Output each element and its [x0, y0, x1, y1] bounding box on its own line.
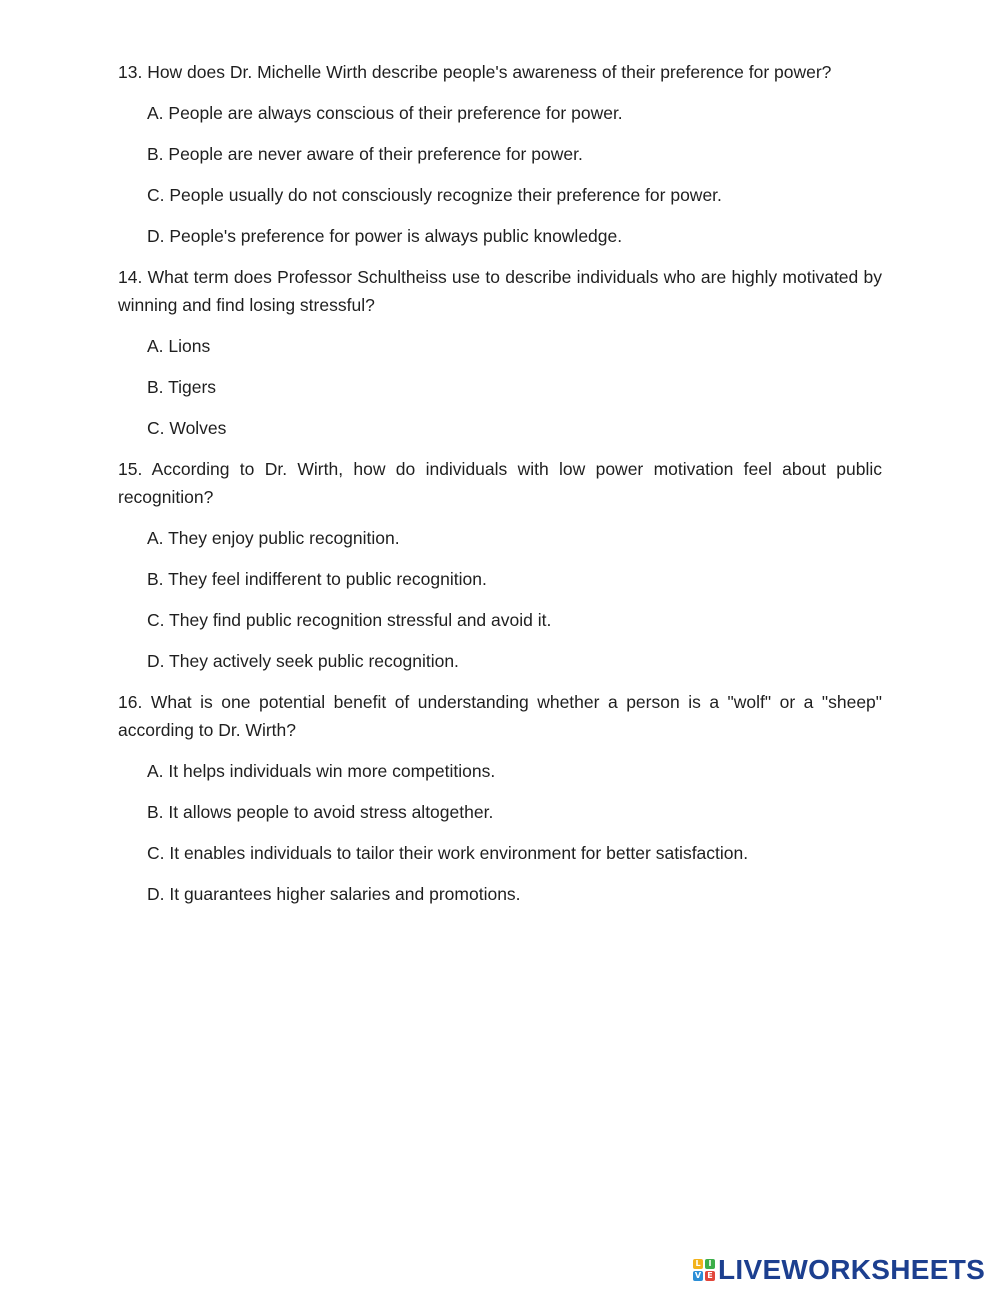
- option-a[interactable]: A. They enjoy public recognition.: [147, 528, 400, 548]
- logo-mark-tile: I: [705, 1259, 715, 1269]
- option-c[interactable]: C. Wolves: [147, 418, 227, 438]
- option-a[interactable]: A. Lions: [147, 336, 211, 356]
- logo-mark-icon: [693, 1259, 715, 1281]
- option-b[interactable]: B. People are never aware of their preference for power.: [147, 144, 583, 164]
- option-c[interactable]: C. They find public recognition stressful and avoid it.: [147, 610, 552, 630]
- option-d[interactable]: D. People's preference for power is always public knowledge.: [147, 226, 623, 246]
- option-a[interactable]: A. It helps individuals win more competitions.: [147, 761, 496, 781]
- logo-mark-tile: E: [705, 1271, 715, 1281]
- question-text: 13. How does Dr. Michelle Wirth describe people's awareness of their preference for power?: [118, 62, 832, 82]
- question-text: 14. What term does Professor Schultheiss use to describe individuals who are highly motivated by winning and find losing stressful?: [118, 267, 882, 315]
- option-a[interactable]: A. People are always conscious of their preference for power.: [147, 103, 623, 123]
- option-d[interactable]: D. They actively seek public recognition.: [147, 651, 459, 671]
- worksheet-page: [118, 58, 882, 921]
- option-c[interactable]: C. People usually do not consciously recognize their preference for power.: [147, 185, 722, 205]
- question-14: [118, 263, 882, 442]
- question-text: 16. What is one potential benefit of understanding whether a person is a "wolf" or a "sheep" according to Dr. Wirth?: [118, 692, 882, 740]
- option-b[interactable]: B. Tigers: [147, 377, 217, 397]
- question-text: 15. According to Dr. Wirth, how do individuals with low power motivation feel about public recognition?: [118, 459, 882, 507]
- liveworksheets-logo: [693, 1253, 985, 1287]
- question-13: [118, 58, 882, 250]
- option-c[interactable]: C. It enables individuals to tailor their work environment for better satisfaction.: [147, 843, 749, 863]
- logo-mark-tile: L: [693, 1259, 703, 1269]
- question-15: [118, 455, 882, 675]
- option-b[interactable]: B. They feel indifferent to public recognition.: [147, 569, 487, 589]
- logo-text: LIVEWORKSHEETS: [718, 1254, 986, 1285]
- logo-mark-tile: V: [694, 1271, 702, 1280]
- question-16: [118, 688, 882, 908]
- option-b[interactable]: B. It allows people to avoid stress altogether.: [147, 802, 494, 822]
- option-d[interactable]: D. It guarantees higher salaries and promotions.: [147, 884, 521, 904]
